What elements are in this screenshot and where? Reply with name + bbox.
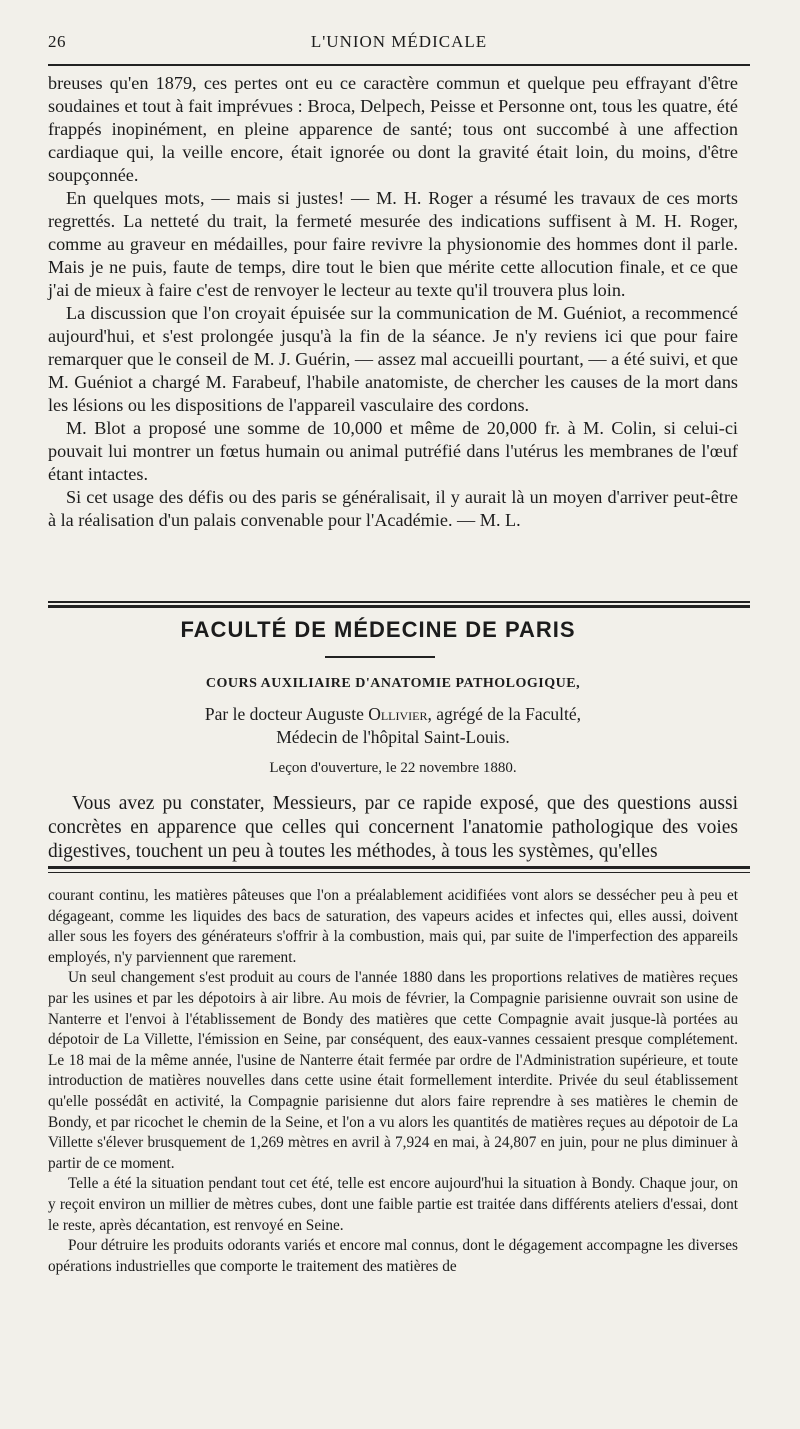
page-header	[48, 28, 750, 64]
column-rule-top	[48, 866, 750, 869]
column-rule-bottom	[48, 872, 750, 873]
paragraph: Un seul changement s'est produit au cours de l'année 1880 dans les proportions relatives de matières reçues par les usines et par les dépotoirs à air libre. Au mois de février, la Compagnie parisienne ouvrait son usine de Nanterre et l'envoi à l'établissement de Bondy des matières que cette Compagnie avait jusque-là portées au dépotoir de La Villette, l'émission en Seine, par conséquent, des eaux-vannes cessaient presque complétement. Le 18 mai de la même année, l'usine de Nanterre était fermée par ordre de l'Administration supérieure, et toute introduction de matières nouvelles dans cette usine était formellement interdite. Privée du seul établissement qu'elle possédât en activité, la Compagnie parisienne dut alors faire reprendre à ses matières le chemin de Bondy, et par ricochet le chemin de la Seine, et l'on a vu alors les quantités de matières reçues au dépotoir de La Villette s'élever brusquement de 1,269 mètres en avril à 7,924 en mai, à 24,807 en juin, pour ne plus diminuer à partir de ce moment.	[48, 969, 738, 1172]
section-rule-bottom	[48, 605, 750, 608]
journal-title: L'UNION MÉDICALE	[310, 32, 488, 51]
author-block	[48, 703, 738, 749]
lecture-date: Leçon d'ouverture, le 22 novembre 1880.	[269, 760, 517, 776]
page-number: 26	[48, 32, 66, 51]
paragraph: La discussion que l'on croyait épuisée sur la communication de M. Guéniot, a recommencé aujourd'hui, et s'est prolongée jusqu'à la fin de la séance. Je n'y reviens ici que pour faire remarquer que le conseil de M. J. Guérin, — assez mal accueilli pourtant, — a été suivi, et que M. Guéniot a chargé M. Farabeuf, l'habile anatomiste, de chercher les causes de la mort dans les lésions ou les dispositions de l'appareil vasculaire des cordons.	[48, 303, 738, 415]
author-name: Ollivier	[368, 704, 428, 724]
author-position: Médecin de l'hôpital Saint-Louis.	[276, 727, 510, 747]
title-divider	[325, 656, 435, 658]
section-rule-top	[48, 601, 750, 603]
lecture-opening	[48, 792, 738, 864]
course-title: COURS AUXILIAIRE D'ANATOMIE PATHOLOGIQUE,	[205, 676, 581, 691]
paragraph: M. Blot a proposé une somme de 10,000 et même de 20,000 fr. à M. Colin, si celui-ci pouvait lui montrer un fœtus humain ou animal putréfié dans l'utérus les membranes de l'œuf étant intactes.	[48, 418, 738, 484]
section-title: FACULTÉ DE MÉDECINE DE PARIS	[180, 617, 576, 642]
author-line: Par le docteur Auguste Ollivier, agrégé de la Faculté,	[204, 704, 582, 724]
paragraph: En quelques mots, — mais si justes! — M. H. Roger a résumé les travaux de ces morts regrettés. La netteté du trait, la fermeté mesurée des indications suffisent à M. H. Roger, comme au graveur en médailles, pour faire revivre la physionomie des hommes dont il parle. Mais je ne puis, faute de temps, dire tout le bien que mérite cette allocution finale, et ce que j'ai de mieux à faire c'est de renvoyer le lecteur au texte qu'il trouvera plus loin.	[48, 188, 738, 300]
paragraph: Vous avez pu constater, Messieurs, par ce rapide exposé, que des questions aussi concrètes en apparence que celles qui concernent l'anatomie pathologique des voies digestives, touchent un peu à toutes les méthodes, à tous les systèmes, qu'elles	[48, 793, 738, 862]
feuilleton-column	[48, 886, 738, 1277]
chronicle-column	[48, 72, 738, 532]
paragraph: Si cet usage des défis ou des paris se généralisait, il y aurait là un moyen d'arriver peut-être à la réalisation d'un palais convenable pour l'Académie. — M. L.	[48, 487, 738, 530]
paragraph: courant continu, les matières pâteuses que l'on a préalablement acidifiées vont alors se dessécher peu à peu et dégageant, comme les liquides des bacs de saturation, des vapeurs acides et infectes qui, elles aussi, doivent aller sous les foyers des générateurs s'offrir à la combustion, mais qui, par suite de l'imperfection des appareils employés, n'y parviennent que rarement.	[48, 887, 738, 966]
paragraph: Telle a été la situation pendant tout cet été, telle est encore aujourd'hui la situation à Bondy. Chaque jour, on y reçoit environ un millier de mètres cubes, dont une faible partie est traitée dans différents ateliers d'essai, dont le reste, après décantation, est renvoyé en Seine.	[48, 1175, 738, 1234]
paragraph: Pour détruire les produits odorants variés et encore mal connus, dont le dégagement accompagne les diverses opérations industrielles que comporte le traitement des matières de	[48, 1237, 738, 1275]
paragraph: breuses qu'en 1879, ces pertes ont eu ce caractère commun et quelque peu effrayant d'être soudaines et tout à fait imprévues : Broca, Delpech, Peisse et Personne ont, tous les quatre, été frappés inopinément, en pleine apparence de santé; tous ont succombé à une affection cardiaque qui, la veille encore, était ignorée ou dont la gravité était loin, du moins, d'être soupçonnée.	[48, 73, 738, 185]
header-rule	[48, 64, 750, 66]
